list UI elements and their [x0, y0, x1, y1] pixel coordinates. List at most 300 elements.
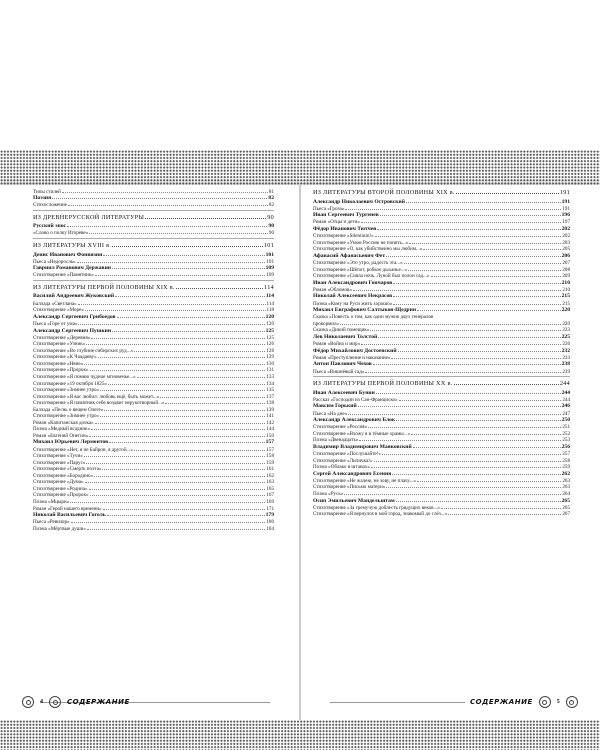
- toc-entry-title: Стихосложение: [33, 202, 67, 209]
- toc-page-number: 267: [562, 511, 570, 518]
- toc-page-number: 257: [562, 451, 570, 458]
- dot-leader: [117, 313, 265, 318]
- dot-leader: [137, 373, 266, 378]
- toc-entry-title: Николай Васильевич Гоголь: [33, 512, 106, 519]
- toc-page-number: 161: [266, 466, 274, 473]
- dot-leader: [391, 354, 561, 359]
- dot-leader: [103, 251, 264, 256]
- toc-entry-title: Роман «Отцы и дети»: [313, 219, 360, 226]
- toc-author-entry[interactable]: [33, 251, 274, 258]
- toc-entry-title: Лев Николаевич Толстой: [313, 333, 378, 340]
- dot-leader: [378, 333, 560, 338]
- dot-leader: [409, 239, 561, 244]
- toc-author-entry[interactable]: [33, 439, 274, 446]
- toc-page-number: 130: [266, 360, 274, 367]
- toc-entry-title: Сказка «Повесть о том, как один мужик двух генералов: [313, 313, 434, 320]
- dot-leader: [108, 380, 265, 385]
- toc-section-heading[interactable]: [33, 213, 274, 223]
- toc-entry-title: Стихотворение «Парус»: [33, 459, 86, 466]
- dot-leader: [411, 430, 561, 435]
- toc-author-entry[interactable]: [313, 293, 570, 300]
- toc-page-number: 220: [561, 307, 570, 314]
- toc-page-number: 210: [562, 286, 570, 293]
- book-gutter: [299, 185, 301, 720]
- dot-leader: [431, 273, 562, 278]
- toc-entry-title: Стихотворение «Сияла ночь. Луной был полон сад...»: [313, 273, 430, 280]
- dot-leader: [417, 477, 561, 482]
- toc-page-number: 250: [561, 417, 570, 424]
- toc-entry-title: Стихотворение «Пророк»: [33, 367, 89, 374]
- toc-entry-title: Стихотворение «Послушайте!»: [313, 451, 381, 458]
- toc-page-number: 220: [562, 320, 570, 327]
- toc-page-number: 239: [562, 368, 570, 375]
- toc-author-entry[interactable]: [313, 347, 570, 354]
- toc-page-number: 82: [268, 202, 274, 209]
- toc-page-number: 197: [562, 219, 570, 226]
- toc-entry-title: Стихотворение «Умом Россию не понять...»: [313, 239, 409, 246]
- toc-page-number: 184: [266, 525, 274, 532]
- toc-entry-title: Денис Иванович Фонвизин: [33, 251, 103, 258]
- toc-page-number: 163: [266, 479, 274, 486]
- right-page-footer: [470, 696, 578, 708]
- toc-entry-title: Пьеса «Ревизор»: [33, 519, 70, 526]
- page-number: 4: [40, 699, 43, 705]
- toc-entry-title: ИЗ ЛИТЕРАТУРЫ XVIII в.: [33, 242, 112, 250]
- dot-leader: [377, 225, 560, 230]
- toc-page-number: 263: [562, 477, 570, 484]
- toc-entry-title: Иван Сергеевич Тургенев: [313, 212, 379, 219]
- toc-entry-title: Поэма «Кому на Руси жить хорошо»: [313, 300, 393, 307]
- toc-entry-title: Рассказ «Господин из Сан-Франциско»: [313, 396, 398, 403]
- toc-page-number: 90: [268, 230, 274, 237]
- toc-entry-title: Пьеса «Горе от ума»: [33, 320, 78, 327]
- toc-author-entry[interactable]: [313, 333, 570, 340]
- toc-page-number: 114: [265, 293, 274, 300]
- toc-entry-title: Типы стилей: [33, 188, 61, 195]
- toc-entry-title: Поэма «Русь»: [313, 491, 344, 498]
- dot-leader: [176, 284, 263, 289]
- toc-section-heading[interactable]: [313, 379, 570, 389]
- toc-page-number: 90: [268, 223, 274, 230]
- ornament-icon: [566, 696, 578, 708]
- toc-work-entry[interactable]: [33, 272, 274, 279]
- dot-leader: [112, 327, 264, 332]
- toc-page-number: 208: [562, 266, 570, 273]
- dot-leader: [386, 252, 561, 257]
- toc-page-number: 157: [266, 446, 274, 453]
- toc-entry-title: ИЗ ДРЕВНЕРУССКОЙ ЛИТЕРАТУРЫ: [33, 213, 145, 221]
- dot-leader: [393, 293, 560, 298]
- dot-leader: [67, 223, 267, 228]
- toc-page-number: 244: [562, 396, 570, 403]
- toc-page-number: 265: [561, 497, 570, 504]
- toc-page-number: 207: [562, 259, 570, 266]
- dot-leader: [94, 472, 265, 477]
- toc-entry-title: Роман «Обломов»: [313, 286, 353, 293]
- toc-page-number: 244: [559, 380, 570, 388]
- toc-entry-title: Поэма «Облако в штанах»: [313, 464, 370, 471]
- toc-entry-title: ИЗ ЛИТЕРАТУРЫ ВТОРОЙ ПОЛОВИНЫ XIX в.: [313, 189, 455, 196]
- dot-leader: [361, 341, 561, 346]
- toc-author-entry[interactable]: [313, 470, 570, 477]
- toc-entry-title: Владимир Владимирович Маяковский: [313, 443, 412, 450]
- dot-leader: [91, 334, 265, 339]
- toc-entry-title: Стихотворение «Шёпот, робкое дыханье...»: [313, 266, 408, 273]
- footer-title: СОДЕРЖАНИЕ: [470, 698, 533, 706]
- toc-work-entry[interactable]: [313, 511, 570, 518]
- toc-author-entry[interactable]: [313, 361, 570, 368]
- dot-leader: [52, 195, 267, 200]
- toc-page-number: 205: [562, 246, 570, 253]
- toc-page-number: 259: [562, 464, 570, 471]
- toc-author-entry[interactable]: [313, 403, 570, 410]
- section-divider: [33, 238, 274, 239]
- dot-leader: [90, 367, 266, 372]
- toc-page-number: 263: [562, 484, 570, 491]
- ornament-icon: [49, 696, 61, 708]
- toc-author-entry[interactable]: [33, 313, 274, 320]
- dot-leader: [361, 219, 562, 224]
- toc-page-number: 252: [562, 430, 570, 437]
- toc-page-number: 138: [266, 400, 274, 407]
- toc-page-number: 238: [561, 361, 570, 368]
- toc-page-number: 256: [561, 443, 570, 450]
- toc-section-heading[interactable]: [33, 283, 274, 293]
- toc-entry-title: Стихотворение «Дума»: [33, 479, 84, 486]
- toc-page-number: 82: [268, 195, 274, 202]
- toc-author-entry[interactable]: [33, 223, 274, 230]
- toc-work-entry[interactable]: [33, 525, 274, 532]
- toc-entry-title: Роман «Евгений Онегин»: [33, 432, 89, 439]
- toc-entry-title: Стихотворение «За гремучую доблесть грядущих веков...»: [313, 504, 440, 511]
- toc-page-number: 167: [266, 492, 274, 499]
- toc-entry-title: Николай Алексеевич Некрасов: [313, 293, 393, 300]
- dot-leader: [345, 205, 561, 210]
- dot-leader: [62, 188, 268, 193]
- dot-leader: [86, 341, 265, 346]
- toc-entry-title: Антон Павлович Чехов: [313, 361, 372, 368]
- right-footer-rule: [330, 702, 465, 703]
- dot-leader: [89, 485, 266, 490]
- toc-page-number: 137: [266, 393, 274, 400]
- toc-entry-title: Гавриил Романович Державин: [33, 265, 112, 272]
- toc-page-number: 142: [266, 419, 274, 426]
- toc-page-number: 144: [266, 426, 274, 433]
- footer-title: СОДЕРЖАНИЕ: [67, 698, 130, 706]
- toc-author-entry[interactable]: [33, 512, 274, 519]
- toc-author-entry[interactable]: [33, 195, 274, 202]
- toc-entry-title: Стихотворение «Бородино»: [33, 472, 94, 479]
- toc-entry-title: Поэма «Медный всадник»: [33, 426, 91, 433]
- ornament-icon: [22, 696, 34, 708]
- halftone-pattern-bottom: [0, 720, 600, 750]
- dot-leader: [340, 320, 561, 325]
- toc-page-number: 169: [266, 499, 274, 505]
- toc-entry-title: Стихотворение «Лиличка!»: [313, 457, 373, 464]
- dot-leader: [393, 300, 561, 305]
- toc-entry-title: Стихотворение «Памятник»: [33, 272, 94, 279]
- toc-entry-title: Роман «Герой нашего времени»: [33, 505, 102, 512]
- toc-section-heading[interactable]: [33, 241, 274, 251]
- toc-page-number: 90: [267, 213, 274, 221]
- toc-page-number: 128: [266, 347, 274, 354]
- toc-page-number: 135: [266, 387, 274, 394]
- dot-leader: [71, 519, 266, 524]
- toc-page-number: 159: [266, 459, 274, 466]
- dot-leader: [100, 413, 265, 418]
- toc-page-number: 265: [562, 504, 570, 511]
- toc-entry-title: Стихотворение «Silentium!»: [313, 233, 374, 240]
- dot-leader: [365, 368, 561, 373]
- dot-leader: [89, 432, 265, 437]
- toc-entry-title: Баллада «Песнь о вещем Олеге»: [33, 406, 104, 413]
- toc-entry-title: Александр Николаевич Островский: [313, 198, 405, 205]
- dot-leader: [160, 393, 265, 398]
- toc-page-number: 191: [559, 189, 570, 196]
- toc-page-number: 101: [263, 242, 274, 250]
- dot-leader: [77, 258, 266, 263]
- dot-leader: [134, 446, 265, 451]
- toc-entry-title: Иван Алексеевич Бунин: [313, 389, 375, 396]
- dot-leader: [380, 212, 561, 217]
- toc-page-number: 125: [266, 334, 274, 341]
- toc-entry-title: Поэма «Двенадцать»: [313, 437, 359, 444]
- toc-page-number: 114: [266, 300, 274, 307]
- toc-author-entry[interactable]: [313, 307, 570, 314]
- toc-author-entry[interactable]: [313, 389, 570, 396]
- dot-leader: [448, 511, 561, 516]
- toc-author-entry[interactable]: [33, 327, 274, 334]
- toc-entry-title: Стихотворение «Не жалею, не зову, не плачу...»: [313, 477, 416, 484]
- dot-leader: [353, 286, 561, 291]
- toc-entry-title: Стихотворение «К Чаадаеву»: [33, 354, 97, 361]
- toc-entry-title: Роман «Преступление и наказание»: [313, 354, 391, 361]
- toc-page-number: 206: [561, 252, 570, 259]
- dot-leader: [84, 453, 266, 458]
- dot-leader: [98, 354, 266, 359]
- toc-page-number: 158: [266, 453, 274, 460]
- dot-leader: [456, 190, 559, 195]
- page-number: 5: [556, 699, 560, 705]
- toc-author-entry[interactable]: [313, 212, 570, 219]
- toc-entry-title: Александр Сергеевич Грибоедов: [33, 313, 116, 320]
- toc-entry-title: Афанасий Афанасьевич Фет: [313, 252, 386, 259]
- toc-page-number: 233: [562, 354, 570, 361]
- dot-leader: [382, 451, 561, 456]
- toc-entry-title: «Слово о полку Игореве»: [33, 230, 89, 237]
- dot-leader: [134, 347, 265, 352]
- dot-leader: [165, 400, 265, 405]
- toc-entry-title: Пьеса «Вишнёвый сад»: [313, 368, 365, 375]
- toc-page-number: 262: [561, 470, 570, 477]
- dot-leader: [90, 492, 266, 497]
- dot-leader: [89, 230, 268, 235]
- toc-page-number: 81: [268, 188, 274, 195]
- toc-page-number: 246: [561, 403, 570, 410]
- toc-entry-title: Стихотворение «О, как убийственно мы любим...»: [313, 246, 423, 253]
- toc-page-number: 165: [266, 485, 274, 492]
- toc-entry-title: Стихотворение «Это утро, радость эта...»: [313, 259, 403, 266]
- toc-author-entry[interactable]: [313, 497, 570, 504]
- toc-page-number: 120: [265, 313, 274, 320]
- toc-entry-title: Стихотворение «Смерть поэта»: [33, 466, 102, 473]
- toc-page-number: 223: [562, 327, 570, 334]
- dot-leader: [386, 484, 561, 489]
- toc-page-number: 162: [266, 472, 274, 479]
- dot-leader: [87, 525, 265, 530]
- halftone-pattern-top: [0, 150, 600, 186]
- toc-page-number: 133: [266, 373, 274, 380]
- toc-page-number: 180: [266, 519, 274, 526]
- dot-leader: [103, 505, 266, 510]
- toc-page-number: 251: [562, 424, 570, 431]
- toc-page-number: 150: [266, 432, 274, 439]
- dot-leader: [376, 389, 561, 394]
- section-divider: [313, 376, 570, 377]
- toc-page-number: 109: [265, 265, 274, 272]
- dot-leader: [375, 233, 562, 238]
- toc-entry-title: Стихотворение «Родина»: [33, 485, 88, 492]
- dot-leader: [417, 307, 561, 312]
- toc-entry-title: Михаил Юрьевич Лермонтов: [33, 439, 109, 446]
- dot-leader: [408, 266, 561, 271]
- dot-leader: [70, 499, 265, 504]
- toc-entry-title: Василий Андреевич Жуковский: [33, 293, 115, 300]
- dot-leader: [454, 381, 559, 386]
- toc-entry-title: прокормил»: [313, 320, 340, 327]
- toc-author-entry[interactable]: [313, 417, 570, 424]
- dot-leader: [104, 406, 265, 411]
- section-divider: [33, 280, 274, 281]
- toc-author-entry[interactable]: [33, 265, 274, 272]
- toc-page-number: 171: [266, 505, 274, 512]
- dot-leader: [371, 464, 561, 469]
- dot-leader: [85, 307, 266, 312]
- toc-entry-title: Стихотворение «Я помню чудное мгновенье...»: [33, 373, 136, 380]
- toc-entry-title: Максим Горький: [313, 403, 357, 410]
- toc-page-number: 210: [561, 279, 570, 286]
- dot-leader: [112, 243, 263, 248]
- toc-page-number: 120: [266, 320, 274, 327]
- toc-page-number: 131: [266, 367, 274, 374]
- toc-page-number: 179: [265, 512, 274, 519]
- dot-leader: [344, 491, 561, 496]
- dot-leader: [398, 347, 561, 352]
- toc-entry-title: Поэзия: [33, 195, 52, 202]
- toc-page-number: 232: [561, 347, 570, 354]
- toc-entry-title: Поэма «Мёртвые души»: [33, 525, 86, 532]
- toc-page-number: 258: [562, 457, 570, 464]
- toc-page-number: 202: [561, 225, 570, 232]
- dot-leader: [109, 439, 264, 444]
- toc-page-number: 101: [266, 258, 274, 265]
- toc-page-number: 215: [561, 293, 570, 300]
- dot-leader: [413, 443, 561, 448]
- dot-leader: [441, 504, 561, 509]
- dot-leader: [373, 361, 561, 366]
- dot-leader: [404, 259, 562, 264]
- toc-page-number: 203: [562, 239, 570, 246]
- dot-leader: [396, 417, 560, 422]
- toc-page-number: 157: [265, 439, 274, 446]
- dot-leader: [359, 437, 561, 442]
- toc-entry-title: Стихотворение «Письмо матери»: [313, 484, 386, 491]
- toc-entry-title: Стихотворение «Во глубине сибирских руд...»: [33, 347, 134, 354]
- toc-author-entry[interactable]: [313, 198, 570, 205]
- toc-entry-title: Стихотворение «Я вас любил: любовь ещё, быть может...»: [33, 393, 160, 400]
- toc-entry-title: Русский эпос: [33, 223, 66, 230]
- dot-leader: [370, 327, 561, 332]
- dot-leader: [115, 293, 265, 298]
- toc-entry-title: Баллада «Светлана»: [33, 300, 77, 307]
- dot-leader: [145, 214, 266, 219]
- toc-page-number: 225: [561, 333, 570, 340]
- toc-entry-title: Стихотворение «Деревня»: [33, 334, 91, 341]
- toc-entry-title: Роман «Война и мир»: [313, 341, 361, 348]
- dot-leader: [85, 479, 266, 484]
- left-page-footer: [22, 696, 130, 708]
- toc-section-heading[interactable]: [313, 188, 570, 198]
- toc-page-number: 202: [562, 233, 570, 240]
- toc-work-entry[interactable]: [313, 368, 570, 375]
- toc-entry-title: Михаил Евграфович Салтыков-Щедрин: [313, 307, 417, 314]
- dot-leader: [102, 466, 265, 471]
- dot-leader: [368, 424, 561, 429]
- toc-entry-title: ИЗ ЛИТЕРАТУРЫ ПЕРВОЙ ПОЛОВИНЫ XIX в.: [33, 283, 175, 291]
- toc-entry-title: Стихотворение «Пророк»: [33, 492, 89, 499]
- toc-page-number: 141: [266, 413, 274, 420]
- toc-page-number: 215: [562, 300, 570, 307]
- dot-leader: [393, 279, 560, 284]
- toc-page-number: 109: [266, 272, 274, 279]
- toc-page-number: 139: [266, 406, 274, 413]
- dot-leader: [84, 360, 265, 365]
- dot-leader: [358, 403, 561, 408]
- toc-entry-title: Стихотворение «Зимнее утро»: [33, 413, 100, 420]
- toc-page-number: 244: [561, 389, 570, 396]
- toc-page-number: 114: [264, 283, 274, 291]
- toc-author-entry[interactable]: [313, 443, 570, 450]
- toc-page-number: 191: [562, 205, 570, 212]
- left-page-contents: [33, 188, 274, 532]
- dot-leader: [392, 470, 560, 475]
- toc-entry-title: Пьеса «Гроза»: [313, 205, 345, 212]
- toc-work-entry[interactable]: [33, 202, 274, 209]
- dot-leader: [95, 419, 266, 424]
- toc-entry-title: Фёдор Иванович Тютчев: [313, 225, 377, 232]
- toc-entry-title: ИЗ ЛИТЕРАТУРЫ ПЕРВОЙ ПОЛОВИНЫ XX в.: [313, 380, 453, 388]
- toc-page-number: 253: [562, 437, 570, 444]
- toc-page-number: 209: [562, 273, 570, 280]
- toc-entry-title: Стихотворение «Вхожу я в тёмные храмы...»: [313, 430, 411, 437]
- toc-entry-title: Пьеса «На дне»: [313, 410, 348, 417]
- dot-leader: [406, 198, 561, 203]
- toc-page-number: 196: [561, 212, 570, 219]
- toc-author-entry[interactable]: [313, 279, 570, 286]
- toc-page-number: 129: [266, 354, 274, 361]
- dot-leader: [423, 246, 561, 251]
- toc-page-number: 134: [266, 380, 274, 387]
- toc-author-entry[interactable]: [313, 225, 570, 232]
- toc-author-entry[interactable]: [33, 293, 274, 300]
- toc-work-entry[interactable]: [33, 230, 274, 237]
- toc-entry-title: Стихотворение «Нет, я не Байрон, я другой...»: [33, 446, 133, 453]
- toc-entry-title: Стихотворение «Тучи»: [33, 453, 83, 460]
- dot-leader: [396, 497, 561, 502]
- toc-entry-title: Поэма «Мцыри»: [33, 499, 70, 505]
- toc-author-entry[interactable]: [313, 252, 570, 259]
- toc-entry-title: Осип Эмильевич Мандельштам: [313, 497, 395, 504]
